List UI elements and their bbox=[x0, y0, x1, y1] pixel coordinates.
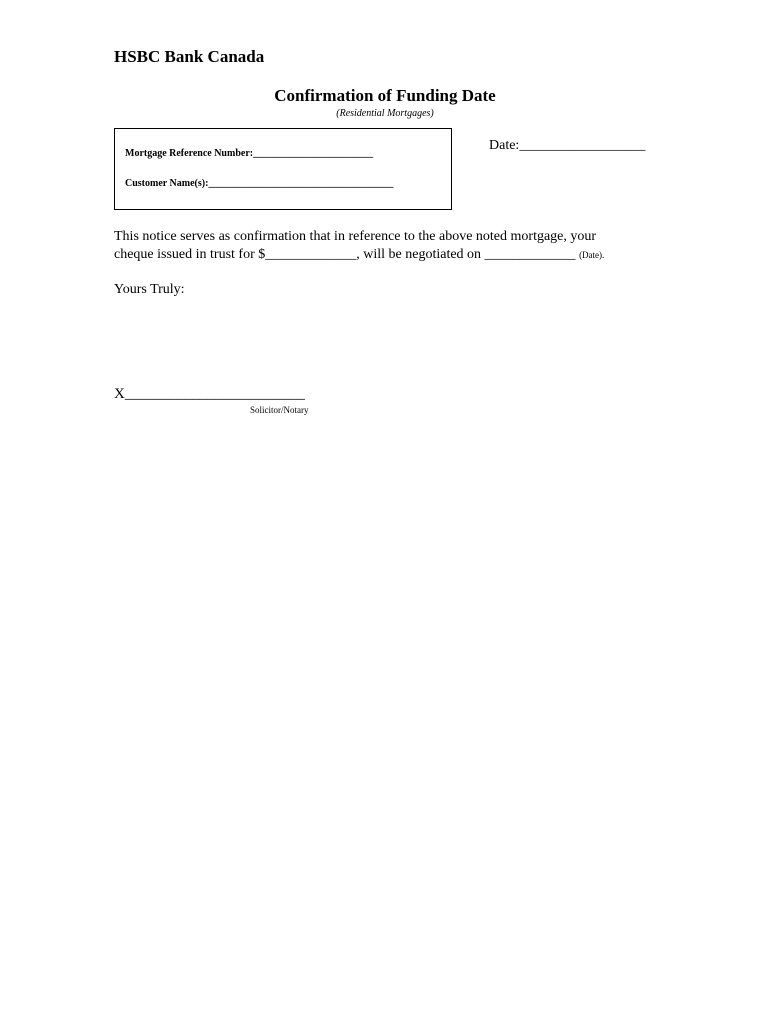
date-note: (Date). bbox=[579, 250, 605, 260]
closing-salutation: Yours Truly: bbox=[114, 282, 185, 297]
document-subtitle: (Residential Mortgages) bbox=[336, 108, 434, 119]
notice-line-2-text: cheque issued in trust for $_____________, will be negotiated on _____________ bbox=[114, 247, 576, 262]
customer-name-field[interactable]: Customer Name(s):_____________________________________ bbox=[125, 178, 394, 189]
notice-line-1: This notice serves as confirmation that in reference to the above noted mortgage, your bbox=[114, 229, 597, 244]
bank-name: HSBC Bank Canada bbox=[114, 47, 265, 66]
signature-line[interactable]: X________________________ bbox=[114, 386, 305, 402]
reference-box bbox=[114, 128, 452, 210]
date-field[interactable]: Date:__________________ bbox=[489, 138, 646, 153]
signature-role: Solicitor/Notary bbox=[250, 405, 309, 415]
mortgage-reference-field[interactable]: Mortgage Reference Number:________________________ bbox=[125, 148, 374, 159]
document-title: Confirmation of Funding Date bbox=[274, 86, 496, 105]
notice-line-2 bbox=[114, 246, 674, 264]
notice-paragraph bbox=[114, 228, 674, 264]
